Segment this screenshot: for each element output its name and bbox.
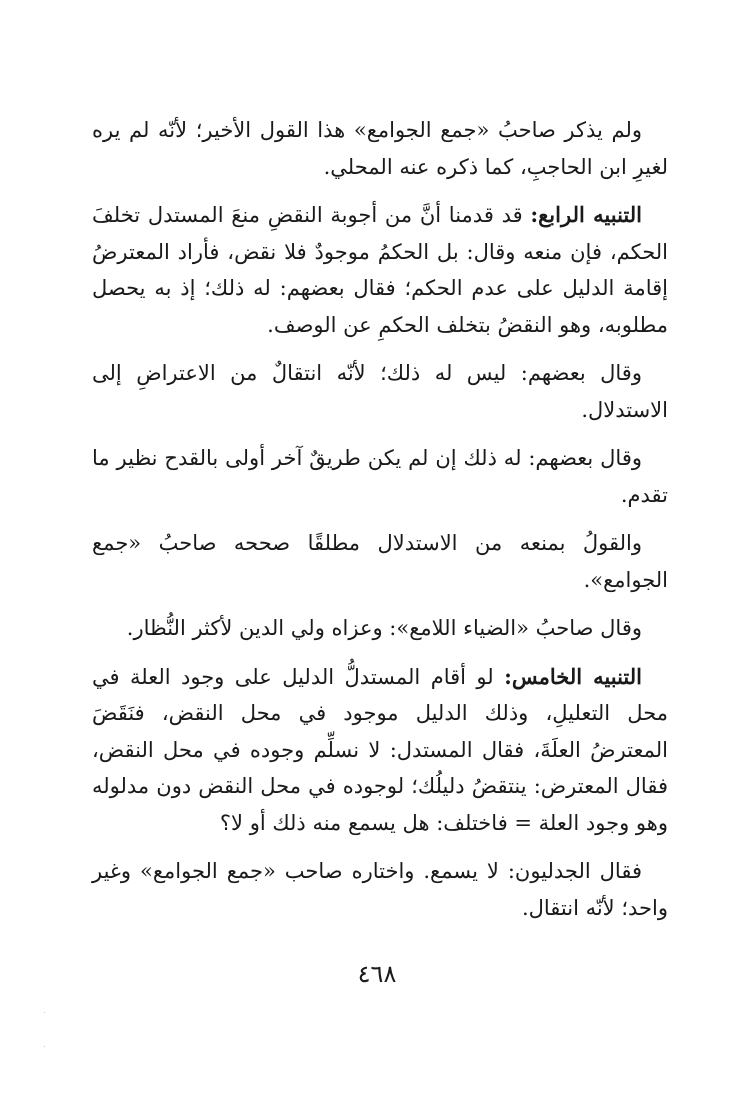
paragraph-2 — [92, 197, 668, 343]
paragraph-text: فقال الجدليون: لا يسمع. واختاره صاحب «جمع الجوامع» وغير واحد؛ لأنّه انتقال. — [92, 859, 668, 920]
paragraph-6 — [92, 610, 668, 647]
paragraph-text: قد قدمنا أنَّ من أجوبة النقضِ منعَ المستدل تخلفَ الحكم، فإن منعه وقال: بل الحكمُ موجودٌ فلا نقض، فأراد المعترضُ إقامة الدليل على عدم الحكم؛ فقال بعضهم: له ذلك؛ إذ به يحصل مطلوبه، وهو النقضُ بتخلف الحكمِ عن الوصف. — [92, 203, 668, 337]
paragraph-5 — [92, 525, 668, 598]
paragraph-text: لو أقام المستدلُّ الدليل على وجود العلة في محل التعليلِ، وذلك الدليل موجود في محل النقض، فنَقَضَ المعترضُ العلَةَ، فقال المستدل: لا نسلِّم وجوده في محل النقض، فقال المعترض: ينتقضُ دليلُك؛ لوجوده في محل النقض دون مدلوله وهو وجود العلة = فاختلف: هل يسمع منه ذلك أو لا؟ — [92, 664, 668, 835]
paragraph-4 — [92, 440, 668, 513]
paragraph-text: والقولُ بمنعه من الاستدلال مطلقًا صححه صاحبُ «جمع الجوامع». — [92, 531, 668, 592]
paragraph-7 — [92, 659, 668, 842]
paragraph-3 — [92, 355, 668, 428]
page-body — [92, 112, 668, 938]
scan-speck — [44, 1046, 45, 1047]
paragraph-text: وقال بعضهم: ليس له ذلك؛ لأنّه انتقالٌ من الاعتراضِ إلى الاستدلال. — [92, 361, 668, 422]
paragraph-text: ولم يذكر صاحبُ «جمع الجوامع» هذا القول الأخير؛ لأنّه لم يره لغيرِ ابن الحاجبِ، كما ذكره عنه المحلي. — [92, 118, 668, 179]
paragraph-heading: التنبيه الخامس: — [504, 663, 642, 689]
paragraph-text: وقال صاحبُ «الضياء اللامع»: وعزاه ولي الدين لأكثر النُّظار. — [126, 616, 642, 640]
scan-speck — [44, 1012, 45, 1013]
paragraph-heading: التنبيه الرابع: — [530, 202, 642, 227]
paragraph-1 — [92, 112, 668, 185]
page-number: ٤٦٨ — [357, 960, 397, 988]
paragraph-8 — [92, 853, 668, 926]
paragraph-text: وقال بعضهم: له ذلك إن لم يكن طريقٌ آخر أولى بالقدح نظير ما تقدم. — [92, 446, 668, 507]
